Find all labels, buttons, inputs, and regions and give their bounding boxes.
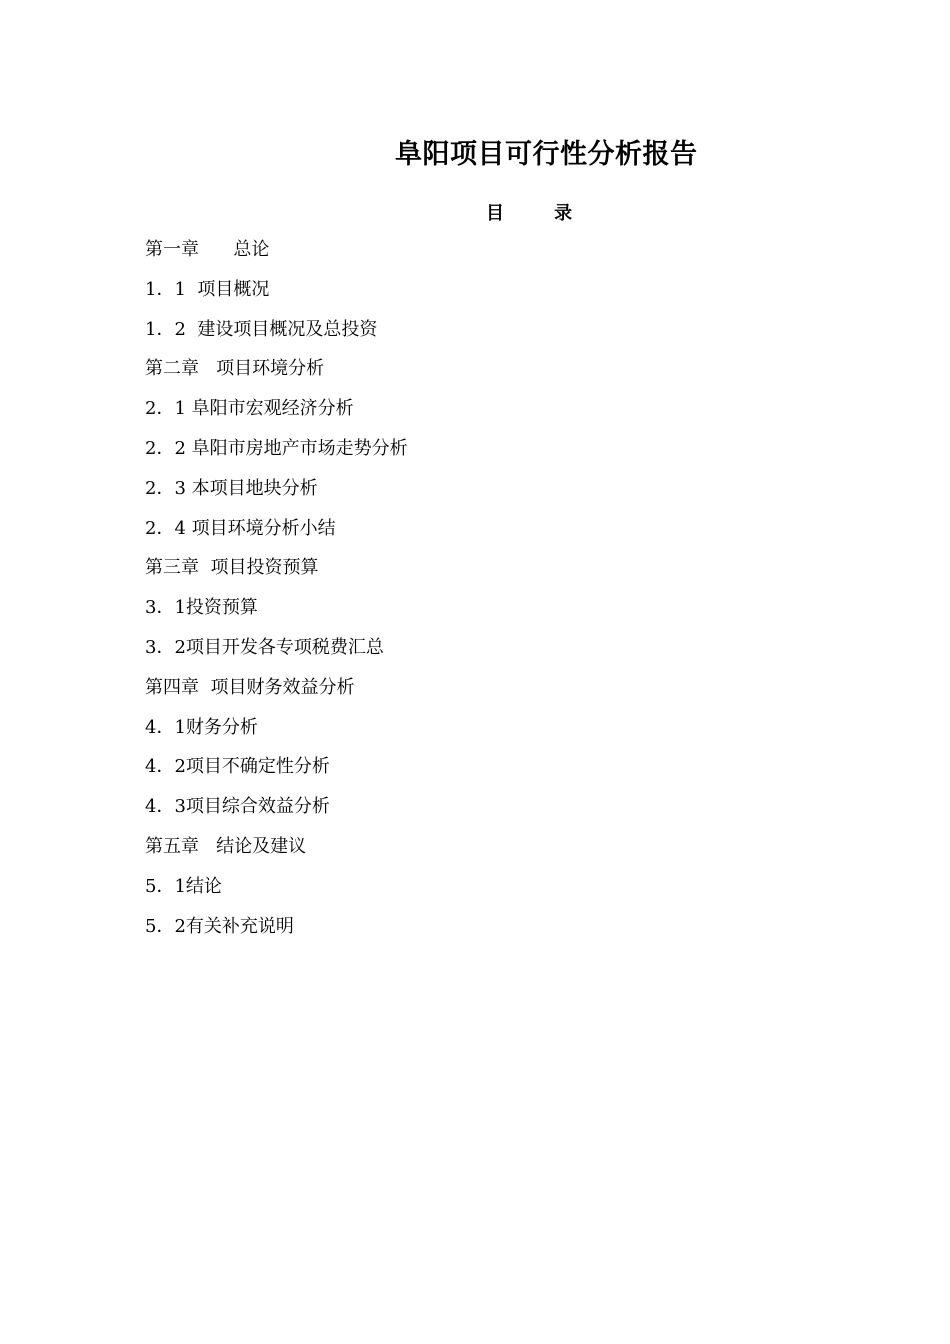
table-of-contents	[145, 237, 408, 953]
toc-item: 3．1投资预算	[145, 597, 258, 619]
toc-item: 1．1 项目概况	[145, 278, 270, 300]
toc-item: 2．4 项目环境分析小结	[145, 517, 336, 539]
toc-item: 第二章 项目环境分析	[145, 358, 325, 380]
toc-item: 第五章 结论及建议	[145, 835, 307, 857]
toc-item: 第一章 总论	[145, 239, 270, 260]
toc-item: 5．2有关补充说明	[145, 915, 294, 937]
toc-item: 4．3项目综合效益分析	[145, 796, 330, 818]
document-title: 阜阳项目可行性分析报告	[395, 139, 698, 170]
toc-item: 4．1财务分析	[145, 716, 258, 738]
toc-item: 3．2项目开发各专项税费汇总	[145, 636, 384, 658]
toc-item: 第四章 项目财务效益分析	[145, 676, 355, 698]
toc-item: 2．3 本项目地块分析	[145, 477, 318, 499]
toc-item: 4．2项目不确定性分析	[145, 756, 330, 778]
toc-item: 2．1 阜阳市宏观经济分析	[145, 398, 354, 420]
toc-item: 5．1结论	[145, 875, 222, 897]
toc-heading: 目 录	[486, 203, 573, 224]
toc-item: 第三章 项目投资预算	[145, 557, 319, 579]
toc-item: 2．2 阜阳市房地产市场走势分析	[145, 437, 408, 459]
toc-item: 1．2 建设项目概况及总投资	[145, 318, 378, 340]
